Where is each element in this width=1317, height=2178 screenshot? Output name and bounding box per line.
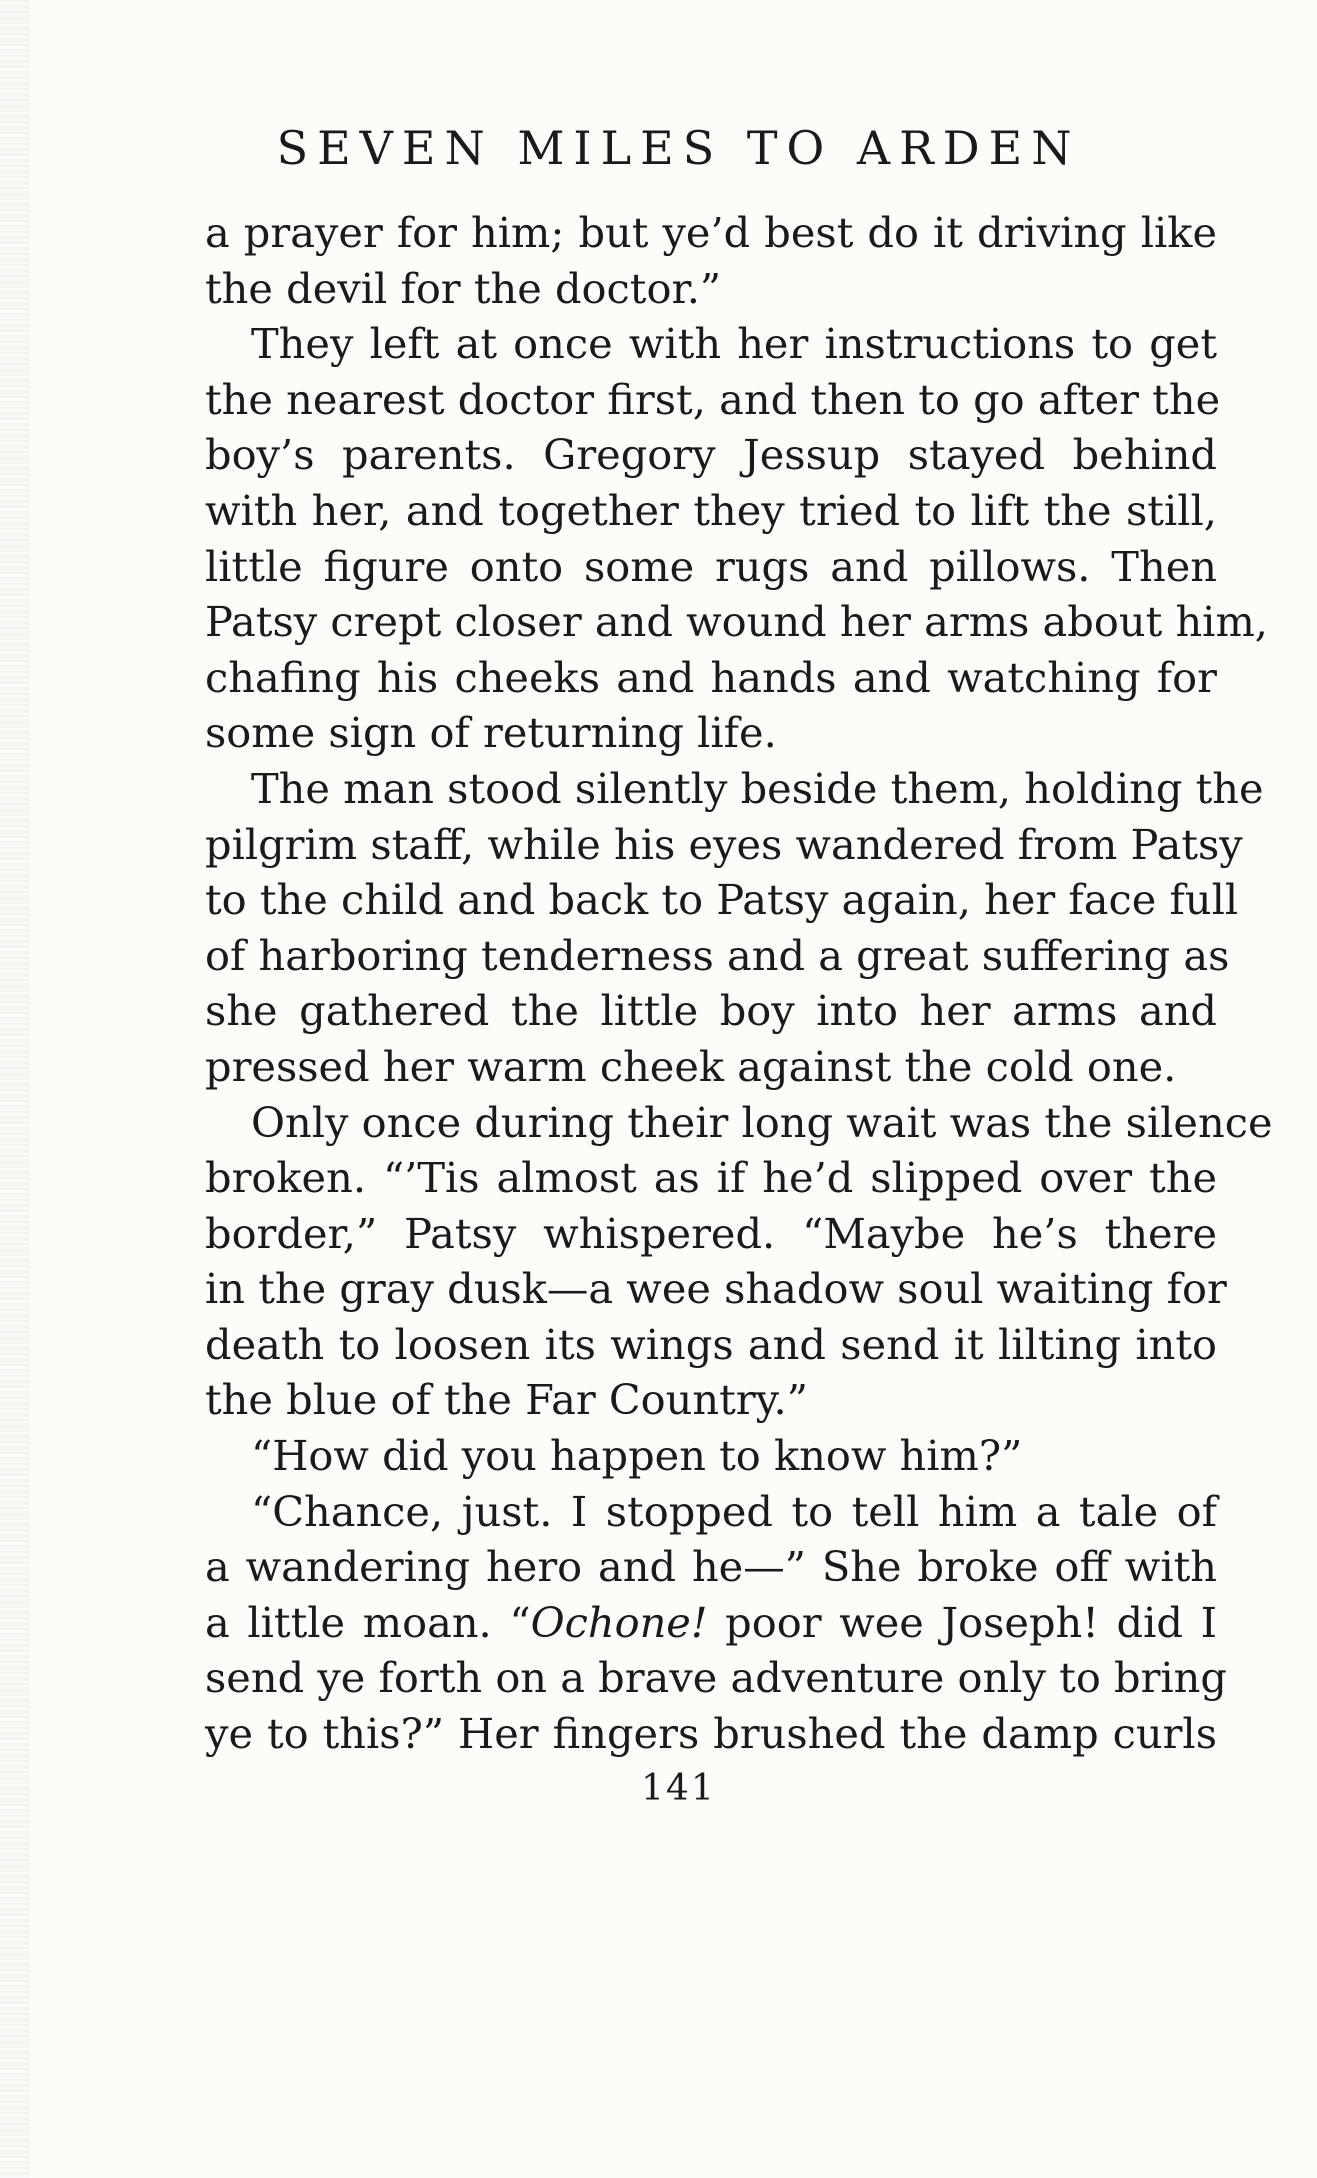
text-line: the devil for the doctor.” bbox=[205, 263, 722, 313]
text-line: a prayer for him; but ye’d best do it driving like bbox=[205, 208, 1217, 257]
text-line: Only once during their long wait was the silence bbox=[251, 1097, 1273, 1147]
text-line: broken. “’Tis almost as if he’d slipped over the bbox=[205, 1153, 1217, 1203]
text-line: boy’s parents. Gregory Jessup stayed behind bbox=[205, 430, 1217, 480]
text-line: of harboring tenderness and a great suffering as bbox=[205, 930, 1230, 980]
page-edge-shadow bbox=[0, 0, 30, 2178]
text-line: send ye forth on a brave adventure only to bring bbox=[205, 1653, 1227, 1703]
text-line: a wandering hero and he—” She broke off with bbox=[205, 1542, 1217, 1592]
text-line bbox=[205, 1595, 1217, 1651]
text-line: some sign of returning life. bbox=[205, 708, 777, 758]
text-line: The man stood silently beside them, holding the bbox=[251, 763, 1264, 813]
text-line: little figure onto some rugs and pillows. Then bbox=[205, 541, 1217, 591]
text-line: ye to this?” Her fingers brushed the damp curls bbox=[205, 1709, 1217, 1759]
text-line: with her, and together they tried to lift the still, bbox=[205, 485, 1217, 535]
text-line: They left at once with her instructions to get bbox=[251, 319, 1217, 369]
text-line: death to loosen its wings and send it lilting into bbox=[205, 1319, 1217, 1369]
text-line: pilgrim staff, while his eyes wandered from Patsy bbox=[205, 819, 1243, 869]
text-line: in the gray dusk—a wee shadow soul waiting for bbox=[205, 1264, 1227, 1314]
text-line: “Chance, just. I stopped to tell him a tale of bbox=[251, 1486, 1217, 1536]
page-number: 141 bbox=[641, 1768, 716, 1809]
text-line: “How did you happen to know him?” bbox=[251, 1431, 1023, 1481]
italic-text-run: Ochone! bbox=[530, 1597, 708, 1647]
text-line: to the child and back to Patsy again, her face full bbox=[205, 875, 1239, 925]
text-line: the blue of the Far Country.” bbox=[205, 1375, 808, 1425]
body-text bbox=[205, 205, 1273, 1762]
text-line: chafing his cheeks and hands and watching for bbox=[205, 652, 1217, 702]
text-line: border,” Patsy whispered. “Maybe he’s there bbox=[205, 1208, 1217, 1258]
text-run: poor wee Joseph! did I bbox=[707, 1597, 1217, 1647]
running-head: SEVEN MILES TO ARDEN bbox=[276, 121, 1081, 175]
text-line: the nearest doctor first, and then to go after the bbox=[205, 374, 1221, 424]
text-line: pressed her warm cheek against the cold one. bbox=[205, 1041, 1177, 1091]
text-line: Patsy crept closer and wound her arms about him, bbox=[205, 597, 1268, 647]
text-line: she gathered the little boy into her arms and bbox=[205, 986, 1217, 1036]
text-run: a little moan. “ bbox=[205, 1597, 531, 1647]
